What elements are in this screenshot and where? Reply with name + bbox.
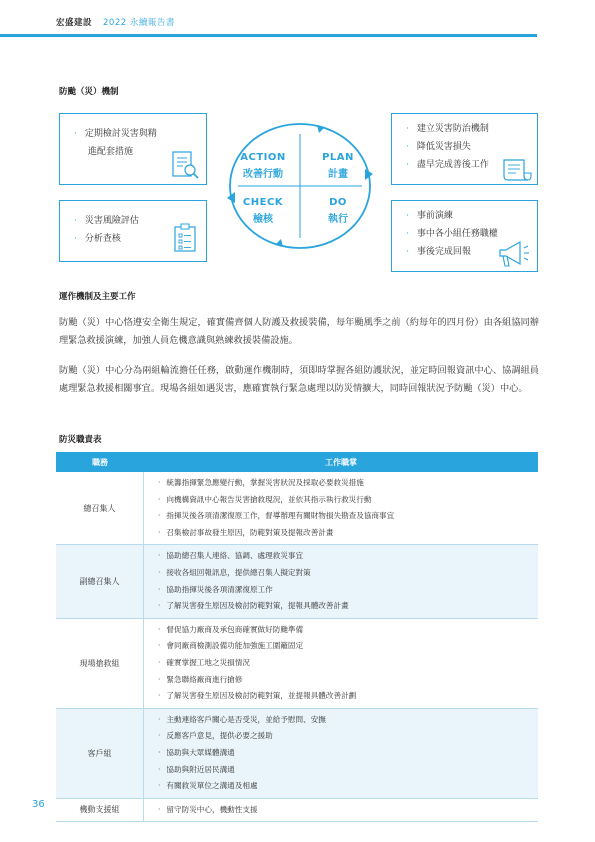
- box-check: [59, 200, 207, 262]
- check-item-2: · 分析查核: [74, 230, 139, 248]
- role-cell: 副總召集人: [56, 545, 144, 617]
- scroll-icon: [500, 156, 532, 182]
- table-row: [56, 472, 538, 545]
- quad-check: [227, 197, 299, 225]
- operation-paragraph-1: 防颱（災）中心恪遵安全衛生規定，確實備齊個人防護及救援裝備，每年颱風季之前（約每年的四月份）由各組協同辦理緊急救援演練，加強人員危機意識與熟練救援裝備設施。: [59, 317, 539, 346]
- box-act: [59, 113, 207, 185]
- act-item-1: · 定期檢討災害與精: [74, 125, 157, 143]
- duty-cell: [144, 619, 538, 708]
- table-row: [56, 619, 538, 709]
- duty-cell: [144, 709, 538, 798]
- operation-paragraph-2: 防颱（災）中心分為兩組輪流擔任任務，啟動運作機制時，須即時掌握各組防護狀況，並定時回報資訊中心、協調組員處理緊急救援相關事宜。現場各組如遇災害，應確實執行緊急處理以防災情擴大，同時回報狀況予防颱（災）中心。: [59, 365, 539, 394]
- duty-item: · 了解災害發生原因及檢討防範對策，提報具體改善計畫: [158, 598, 538, 615]
- duty-cell: [144, 799, 538, 822]
- duty-cell: [144, 472, 538, 544]
- do-item-1: · 事前演練: [406, 207, 498, 225]
- check-label-en: CHECK: [242, 197, 284, 208]
- plan-label-zh: 計畫: [328, 169, 348, 180]
- check-item-1: · 災害風險評估: [74, 212, 139, 230]
- table-row: [56, 545, 538, 618]
- duty-item: · 統籌指揮緊急應變行動，掌握災害狀況及採取必要救災措施: [158, 475, 538, 492]
- document-search-icon: [170, 150, 200, 180]
- duty-item: · 召集檢討事故發生原因，防範對策及提報改善計畫: [158, 525, 538, 542]
- clipboard-icon: [172, 223, 198, 253]
- check-label-zh: 檢核: [253, 214, 273, 225]
- duty-item: · 接收各組回報訊息，提供總召集人擬定對策: [158, 565, 538, 582]
- duty-item: · 協助總召集人連絡、協調、處理救災事宜: [158, 548, 538, 565]
- duty-item: · 指揮災後各項清潔復原工作，督導辦理有關財物損失勘查及協商事宜: [158, 508, 538, 525]
- duty-item: · 協助與大眾媒體溝通: [158, 745, 538, 762]
- megaphone-icon: [496, 239, 530, 269]
- plan-label-en: PLAN: [322, 152, 354, 163]
- plan-item-3: · 盡早完成善後工作: [406, 156, 489, 174]
- operation-section-title: 運作機制及主要工作: [59, 292, 136, 302]
- plan-item-2: · 降低災害損失: [406, 138, 489, 156]
- duty-item: · 了解災害發生原因及檢討防範對策，並提報具體改善計劃: [158, 688, 538, 705]
- box-plan: [391, 113, 538, 185]
- plan-item-1: · 建立災害防治機制: [406, 120, 489, 138]
- quad-do: [303, 197, 373, 225]
- box-do: [391, 200, 538, 272]
- duty-table-title: 防災職責表: [59, 435, 102, 445]
- duty-item: · 協助指揮災後各項清潔復原工作: [158, 582, 538, 599]
- pdca-labels: [225, 122, 375, 246]
- duty-table: [56, 452, 538, 822]
- col-header-role: 職務: [92, 457, 108, 467]
- duty-item: · 留守防災中心，機動性支援: [158, 802, 538, 819]
- action-label-en: ACTION: [240, 152, 286, 163]
- duty-item: · 有關救災單位之溝通及相處: [158, 778, 538, 795]
- duty-item: · 緊急聯絡廠商進行搶修: [158, 672, 538, 689]
- pdca-section-title: 防颱（災）機制: [59, 87, 119, 97]
- table-row: [56, 709, 538, 799]
- col-header-duty: 工作職掌: [325, 457, 357, 467]
- do-item-3: · 事後完成回報: [406, 243, 498, 261]
- act-item-1-cont: 進配套措施: [88, 147, 134, 157]
- duty-item: · 向機構資訊中心報告災害搶救現況，並依其指示執行救災行動: [158, 492, 538, 509]
- duty-item: · 會同廠商檢測設備功能加強施工圍籬固定: [158, 638, 538, 655]
- role-cell: 機動支援組: [56, 799, 144, 822]
- role-cell: 現場搶救組: [56, 619, 144, 708]
- quad-action: [227, 152, 299, 180]
- header-rule: [0, 34, 537, 37]
- duty-item: · 主動連絡客戶關心是否受災，並給予慰問、安撫: [158, 712, 538, 729]
- role-cell: 客戶組: [56, 709, 144, 798]
- report-title: 2022 永續報告書: [103, 18, 175, 28]
- action-label-zh: 改善行動: [243, 169, 283, 180]
- duty-item: · 反應客戶意見，提供必要之援助: [158, 728, 538, 745]
- brand-name: 宏盛建設: [56, 18, 93, 28]
- table-header-row: [56, 452, 538, 472]
- table-row: [56, 799, 538, 823]
- do-label-en: DO: [329, 197, 347, 208]
- page-header: [0, 0, 595, 44]
- page-number: 36: [32, 799, 45, 810]
- duty-item: · 確實掌握工地之災損情況: [158, 655, 538, 672]
- quad-plan: [303, 152, 373, 180]
- duty-cell: [144, 545, 538, 617]
- duty-item: · 督促協力廠商及承包商確實做好防颱準備: [158, 622, 538, 639]
- do-item-2: · 事中各小組任務職權: [406, 225, 498, 243]
- role-cell: 總召集人: [56, 472, 144, 544]
- do-label-zh: 執行: [328, 214, 348, 225]
- duty-item: · 協助與附近居民溝通: [158, 762, 538, 779]
